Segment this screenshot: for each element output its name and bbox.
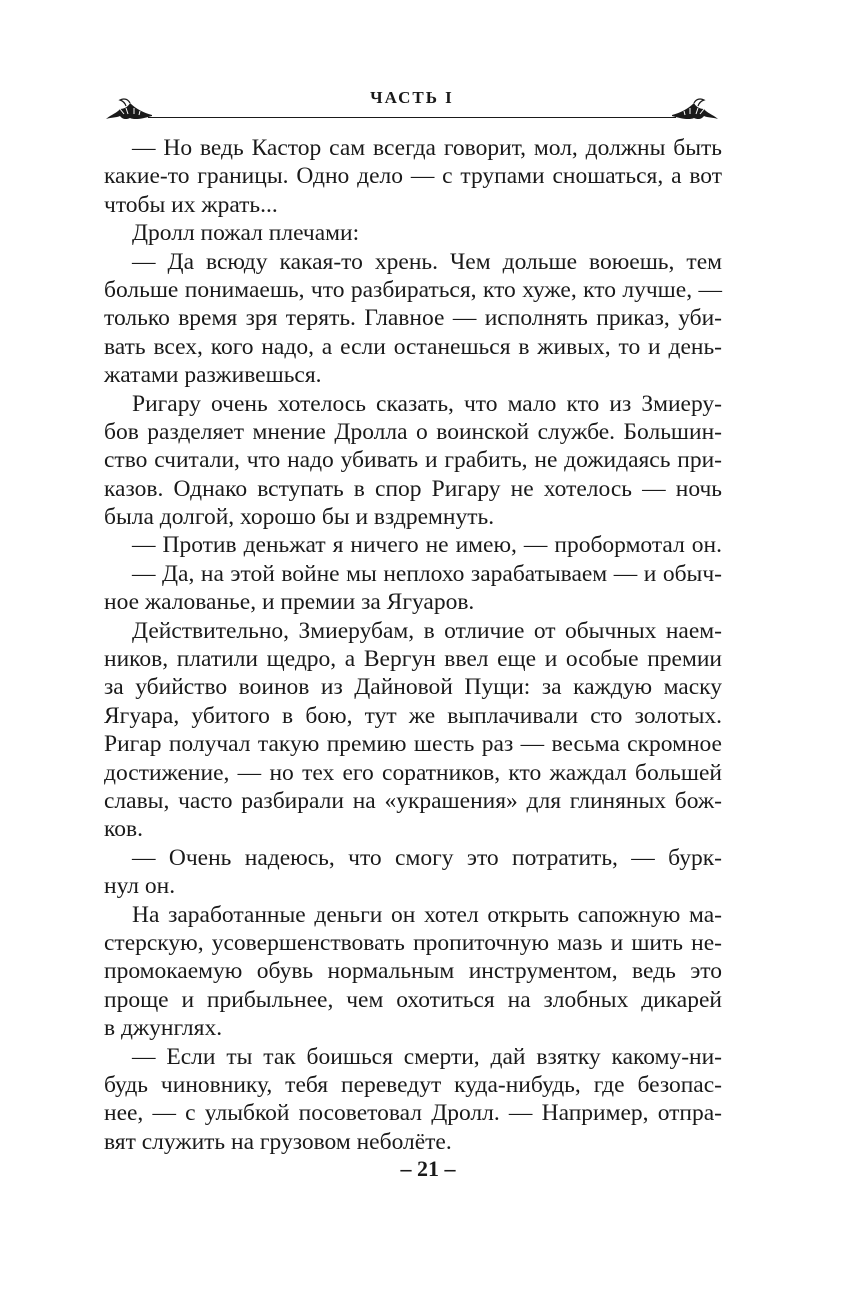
text-line: ников, платили щедро, а Вергун ввел еще и особые премии <box>104 646 722 673</box>
text-line: ков. <box>104 816 143 843</box>
text-line: была долгой, хорошо бы и вздремнуть. <box>104 504 495 531</box>
text-line: — Очень надеюсь, что смогу это потратить, — бурк- <box>132 844 722 871</box>
text-line: — Против деньжат я ничего не имею, — пробормотал он. <box>132 532 722 559</box>
text-line: чтобы их жрать... <box>104 191 278 218</box>
text-line: промокаемую обувь нормальным инструментом, ведь это <box>104 958 722 985</box>
text-line: Действительно, Змиерубам, в отличие от обычных наем- <box>132 617 722 644</box>
text-line: — Да, на этой войне мы неплохо зарабатываем — и обыч- <box>132 560 722 587</box>
text-line: стерскую, усовершенствовать пропиточную мазь и шить не- <box>104 929 722 956</box>
text-line: Ригар получал такую премию шесть раз — весьма скромное <box>104 731 722 758</box>
text-line: — Но ведь Кастор сам всегда говорит, мол, должны быть <box>132 135 722 161</box>
text-line: — Да всюду какая-то хрень. Чем дольше воюешь, тем <box>132 248 722 275</box>
text-line: Ягуара, убитого в бою, тут же выплачивали сто золотых. <box>104 702 722 729</box>
page-number: – 21 – <box>400 1156 456 1181</box>
wing-ornament-right-icon <box>670 97 720 125</box>
text-line: будь чиновнику, тебя переведут куда-нибудь, где безопас- <box>104 1071 722 1098</box>
text-line: жатами разживешься. <box>104 362 322 389</box>
body-text <box>104 134 722 1156</box>
text-line: ство считали, что надо убивать и грабить, не дожидаясь при- <box>104 447 722 474</box>
text-line: нул он. <box>104 873 176 900</box>
text-line: в джунглях. <box>104 1015 223 1042</box>
running-header <box>104 84 720 124</box>
text-line: Дролл пожал плечами: <box>132 220 360 247</box>
text-line: бов разделяет мнение Дролла о воинской службе. Большин- <box>104 418 722 445</box>
text-line: казов. Однако вступать в спор Ригару не хотелось — ночь <box>104 475 722 502</box>
text-line: больше понимаешь, что разбираться, кто хуже, кто лучше, — <box>104 276 722 303</box>
text-line: вят служить на грузовом неболёте. <box>104 1128 452 1155</box>
text-line: вать всех, кого надо, а если останешься в живых, то и день- <box>104 333 722 360</box>
text-line: Ригару очень хотелось сказать, что мало кто из Змиеру- <box>132 390 722 417</box>
header-rule <box>148 117 676 118</box>
text-line: славы, часто разбирали на «украшения» для глиняных бож- <box>104 787 722 814</box>
text-line: только время зря терять. Главное — исполнять приказ, уби- <box>104 305 722 332</box>
text-line: — Если ты так боишься смерти, дай взятку какому-ни- <box>132 1043 722 1070</box>
text-line: за убийство воинов из Дайновой Пущи: за каждую маску <box>104 674 722 701</box>
text-line: проще и прибыльнее, чем охотиться на злобных дикарей <box>104 986 722 1013</box>
text-line: На заработанные деньги он хотел открыть сапожную ма- <box>132 901 722 928</box>
running-header-title: ЧАСТЬ I <box>370 88 454 107</box>
text-line: нее, — с улыбкой посоветовал Дролл. — Например, отпра- <box>104 1100 722 1127</box>
text-line: ное жалованье, и премии за Ягуаров. <box>104 589 475 616</box>
text-line: достижение, — но тех его соратников, кто жаждал большей <box>104 759 722 786</box>
text-line: какие-то границы. Одно дело — с трупами сношаться, а вот <box>104 163 722 190</box>
